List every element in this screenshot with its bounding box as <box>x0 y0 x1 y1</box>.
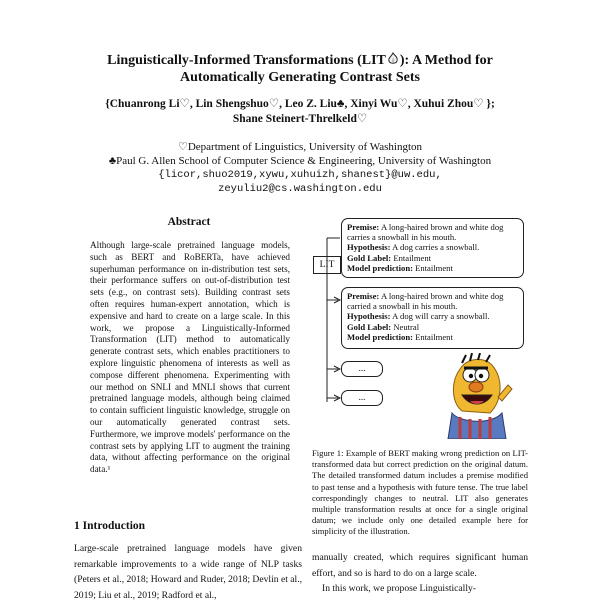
premise-label: Premise: <box>347 222 380 232</box>
hypothesis-text: A dog carries a snowball. <box>392 242 480 253</box>
abstract-heading: Abstract <box>167 216 211 228</box>
transformed-example-box <box>341 287 524 349</box>
prediction-label: Model prediction: <box>347 331 413 342</box>
right-body-paragraph-1: manually created, which requires significant human effort, and so is hard to do on a large scale. <box>312 552 528 579</box>
author-list <box>60 97 540 127</box>
affiliations <box>60 140 540 196</box>
title-line-2: Automatically Generating Contrast Sets <box>180 70 420 85</box>
affiliation-2: ♣Paul G. Allen School of Computer Science & Engineering, University of Washington <box>108 155 492 167</box>
email-line-1: {licor,shuo2019,xywu,xuhuizh,shanest}@uw.edu, <box>158 169 442 181</box>
prediction-label: Model prediction: <box>347 262 413 273</box>
title-line-1-tail: ): A Method for <box>399 53 493 68</box>
premise-text: A long-haired brown and white dog carried a snowball in his mouth. <box>347 291 504 312</box>
hypothesis-label: Hypothesis: <box>347 311 391 322</box>
hypothesis-text: A dog will carry a snowball. <box>392 311 490 322</box>
lit-logo-icon <box>386 52 400 66</box>
more-results-box-2: ... <box>341 390 383 406</box>
gold-label-label: Gold Label: <box>347 321 392 332</box>
hypothesis-label: Hypothesis: <box>347 242 391 253</box>
introduction-heading: 1 Introduction <box>74 520 146 532</box>
authors-line-1: {Chuanrong Li♡, Lin Shengshuo♡, Leo Z. Liu♣, Xinyi Wu♡, Xuhui Zhou♡ }; <box>105 98 495 110</box>
original-example-box <box>341 218 524 278</box>
authors-line-2: Shane Steinert-Threlkeld♡ <box>232 113 368 125</box>
gold-label-value: Entailment <box>393 252 432 263</box>
bert-character-illustration <box>440 353 520 439</box>
title-line-1: Linguistically-Informed Transformations (LIT <box>107 53 386 68</box>
right-column-text <box>312 550 528 597</box>
more-results-box-1: ... <box>341 361 383 377</box>
affiliation-1: ♡Department of Linguistics, University of Washington <box>177 141 422 153</box>
premise-text: A long-haired brown and white dog carries a snowball in his mouth. <box>347 222 504 243</box>
introduction-body: Large-scale pretrained language models have given remarkable improvements to a wide range of NLP tasks (Peters et al., 2018; Howard and Ruder, 2018; Devlin et al., 2019; Liu et al., 2019; Radford et al., <box>74 543 302 601</box>
email-line-2: zeyuliu2@cs.washington.edu <box>218 183 382 195</box>
paper-title <box>60 52 540 86</box>
gold-label-value: Neutral <box>393 321 420 332</box>
lit-label-box: LIT <box>313 256 341 274</box>
gold-label-label: Gold Label: <box>347 252 392 263</box>
prediction-value: Entailment <box>415 262 453 273</box>
prediction-value: Entailment <box>415 331 453 342</box>
right-body-paragraph-2: In this work, we propose Linguistically- <box>322 583 477 594</box>
premise-label: Premise: <box>347 291 380 301</box>
abstract-body: Although large-scale pretrained language models, such as BERT and RoBERTa, have achieved superhuman performance on in-distribution test sets, their performance suffers on out-of-distribution test sets (e.g., on contrast sets). Building contrast sets often requires human-expert annotation, which is expensive and hard to create on a large scale. In this work, we propose a Linguistically-Informed Transformation (LIT) method to automatically generate contrast sets, which enables practitioners to explore linguistic phenomena of interests as well as compose different phenomena. Experimenting with our method on SNLI and MNLI shows that current pretrained language models, although being claimed to contain sufficient linguistic knowledge, struggle on our automatically generated contrast sets. Furthermore, we improve models' performance on the contrast sets by applying LIT to augment the training data, without affecting performance on the original data.¹ <box>90 240 290 475</box>
figure-caption: Figure 1: Example of BERT making wrong prediction on LIT-transformed data but correct prediction on the original datum. The detailed transformed datum includes a premise modified to past tense and a hypothesis with future tense. The true label correspondingly changes to neutral. LIT also generates multiple transformation results at once for a single original datum; we include only one detailed example here for simplicity of the illustration. <box>312 448 528 537</box>
